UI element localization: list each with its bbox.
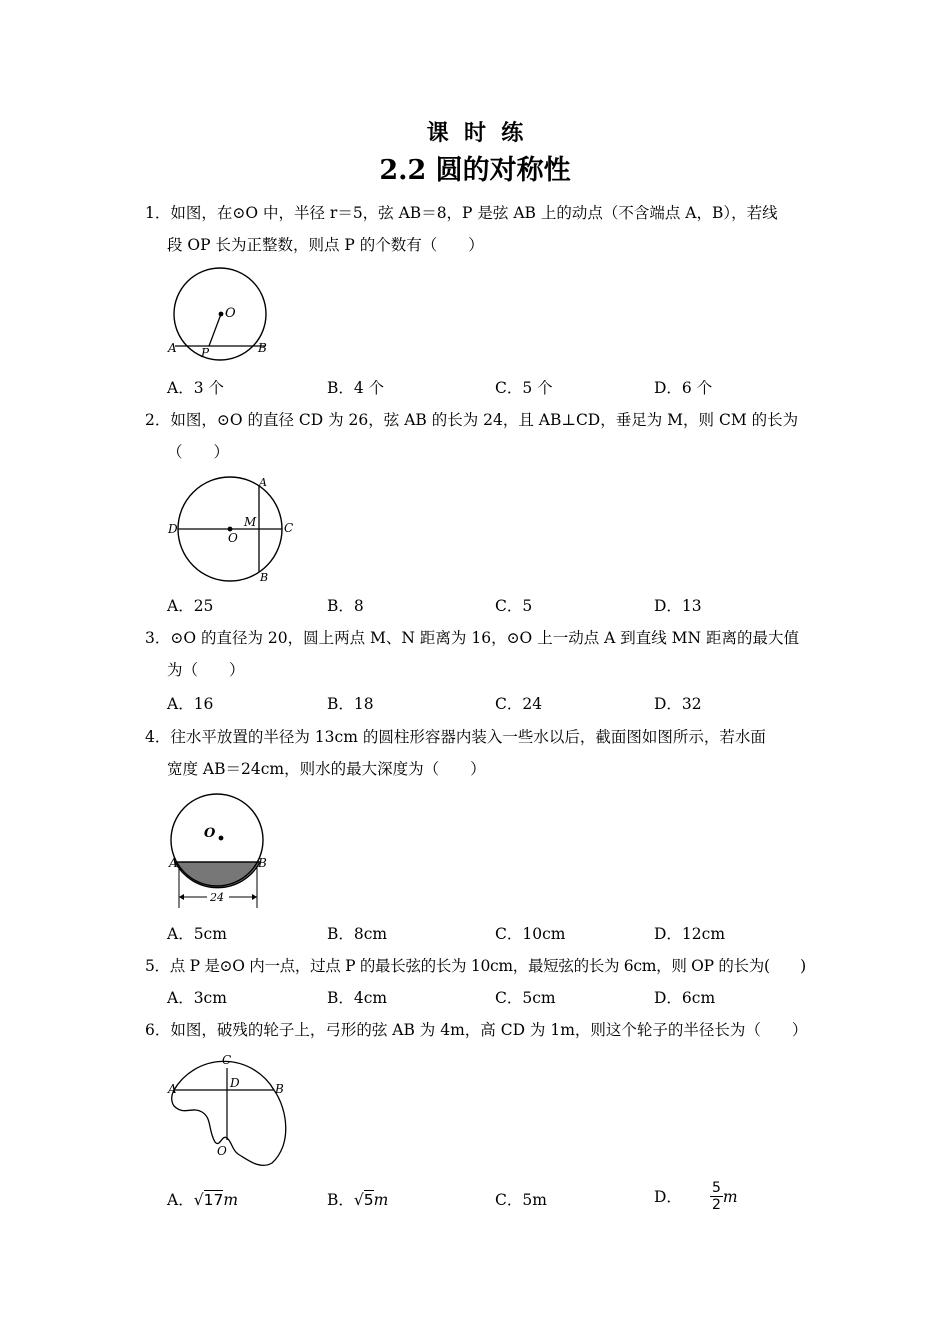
- figure-label-o: O: [225, 306, 236, 321]
- option-b-letter: B．: [327, 1191, 354, 1209]
- question-4-figure: [165, 792, 280, 912]
- question-5-option-d: D．6cm: [654, 989, 716, 1007]
- question-2-option-a: A．25: [167, 597, 214, 615]
- question-1-option-d: D．6 个: [654, 379, 713, 397]
- figure-label-c: C: [284, 521, 294, 535]
- question-4-option-b: B．8cm: [327, 925, 388, 943]
- question-6-line-1: 6．如图，破残的轮子上，弓形的弦 AB 为 4m，高 CD 为 1m，则这个轮子的半径长为（ ）: [145, 1021, 808, 1039]
- question-1-line-2: 段 OP 长为正整数，则点 P 的个数有（ ）: [167, 236, 484, 254]
- figure-label-d: D: [230, 1076, 240, 1090]
- page-subtitle: 2.2 圆的对称性: [379, 155, 571, 186]
- figure-label-a: A: [259, 476, 267, 489]
- figure-label-o: O: [228, 531, 238, 545]
- option-b-unit: m: [373, 1191, 389, 1209]
- fraction-denominator: 2: [711, 1197, 721, 1213]
- question-2-line-1: 2．如图，⊙O 的直径 CD 为 26，弦 AB 的长为 24，且 AB⊥CD，垂足为 M，则 CM 的长为: [145, 411, 799, 429]
- question-6-option-c: C．5m: [495, 1191, 547, 1209]
- question-5-line-1: 5．点 P 是⊙O 内一点，过点 P 的最长弦的长为 10cm，最短弦的长为 6cm，则 OP 的长为( ): [145, 957, 806, 975]
- fraction: [710, 1180, 723, 1213]
- figure-label-b: B: [258, 856, 267, 870]
- page-title: 课 时 练: [426, 120, 524, 146]
- option-b-radicand: 5: [363, 1191, 374, 1209]
- question-1-figure: [165, 266, 275, 366]
- question-2-option-b: B．8: [327, 597, 364, 615]
- option-a-radicand: 17: [203, 1191, 224, 1209]
- question-5-option-b: B．4cm: [327, 989, 388, 1007]
- question-2-option-c: C．5: [495, 597, 533, 615]
- question-3-option-b: B．18: [327, 695, 374, 713]
- question-3-option-d: D．32: [654, 695, 702, 713]
- question-1-option-a: A．3 个: [167, 379, 224, 397]
- question-1-line-1: 1．如图，在⊙O 中，半径 r＝5，弦 AB＝8，P 是弦 AB 上的动点（不含端点 A，B），若线: [145, 204, 778, 222]
- figure-label-a: A: [168, 341, 177, 355]
- figure-label-m: M: [244, 515, 257, 529]
- figure-label-b: B: [275, 1082, 284, 1096]
- question-4-option-c: C．10cm: [495, 925, 566, 943]
- question-6-option-b: [327, 1190, 388, 1210]
- figure-label-o: O: [204, 826, 216, 841]
- figure-label-o: O: [217, 1144, 227, 1158]
- question-3-line-2: 为（ ）: [167, 661, 245, 679]
- question-2-line-2: （ ）: [167, 443, 230, 461]
- question-4-line-2: 宽度 AB＝24cm，则水的最大深度为（ ）: [167, 760, 486, 778]
- question-3-option-a: A．16: [167, 695, 214, 713]
- figure-label-b: B: [260, 571, 269, 584]
- figure-label-d: D: [168, 522, 178, 536]
- option-d-unit: m: [722, 1187, 738, 1206]
- question-5-option-c: C．5cm: [495, 989, 556, 1007]
- question-2-figure: [165, 474, 300, 586]
- question-6-option-a: [167, 1190, 238, 1210]
- option-a-letter: A．: [167, 1191, 194, 1209]
- question-6-option-d: [654, 1180, 738, 1213]
- figure-label-dimension: 24: [210, 891, 224, 904]
- question-4-option-a: A．5cm: [167, 925, 227, 943]
- sqrt-icon: √: [353, 1191, 364, 1209]
- question-1-option-c: C．5 个: [495, 379, 553, 397]
- question-4-line-1: 4．往水平放置的半径为 13cm 的圆柱形容器内装入一些水以后，截面图如图所示，若水面: [145, 728, 766, 746]
- question-3-option-c: C．24: [495, 695, 543, 713]
- option-a-unit: m: [223, 1191, 239, 1209]
- figure-label-c: C: [222, 1053, 232, 1067]
- figure-label-p: P: [201, 346, 210, 360]
- question-3-line-1: 3．⊙O 的直径为 20，圆上两点 M、N 距离为 16，⊙O 上一动点 A 到直线 MN 距离的最大值: [145, 629, 800, 647]
- question-1-option-b: B．4 个: [327, 379, 385, 397]
- question-2-option-d: D．13: [654, 597, 702, 615]
- fraction-numerator: 5: [711, 1180, 721, 1196]
- sqrt-icon: √: [193, 1191, 204, 1209]
- figure-label-a: A: [169, 856, 178, 870]
- question-6-figure: [160, 1050, 295, 1175]
- question-5-option-a: A．3cm: [167, 989, 227, 1007]
- option-d-letter: D．: [654, 1187, 682, 1206]
- figure-label-a: A: [168, 1082, 177, 1096]
- figure-label-b: B: [258, 341, 267, 355]
- question-4-option-d: D．12cm: [654, 925, 726, 943]
